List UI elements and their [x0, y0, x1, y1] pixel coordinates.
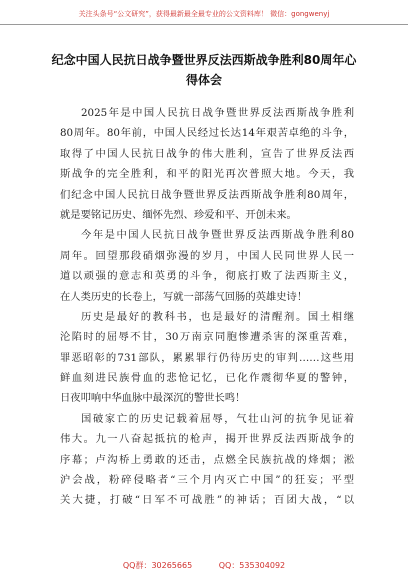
paragraph: [60, 225, 354, 307]
title-line-1: 纪念中国人民抗日战争暨世界反法西斯战争胜利80周年心: [51, 53, 357, 67]
document-body: [60, 103, 354, 511]
text-line: 周年。回望那段硝烟弥漫的岁月，中国人民同世界人民一: [60, 249, 354, 262]
paragraph: [60, 103, 354, 225]
text-line: 日夜叩响中华血脉中最深沉的警世长鸣！: [60, 392, 246, 405]
text-line: 序幕；卢沟桥上勇敢的还击，点燃全民族抗战的烽烟；淞: [60, 453, 354, 466]
text-line: 斯战争的完全胜利，和平的阳光再次普照大地。今天，我: [60, 168, 354, 181]
text-line: 国破家亡的历史记载着屈辱，气壮山河的抗争见证着: [81, 412, 354, 425]
text-line: 沦陷时的屈辱不甘，30万南京同胞惨遭杀害的深重苦难，: [60, 331, 354, 344]
top-banner: [0, 0, 408, 25]
qq-text: QQ：535304092: [218, 561, 286, 570]
text-line: 们纪念中国人民抗日战争暨世界反法西斯战争胜利80周年，: [60, 188, 354, 201]
text-line: 伟大。九一八奋起抵抗的枪声，揭开世界反法西斯战争的: [60, 433, 354, 446]
text-line: 在人类历史的长卷上，写就一部荡气回肠的英雄史诗！: [60, 290, 308, 303]
document-title: [30, 50, 378, 90]
page-footer: [0, 560, 408, 576]
banner-text: 关注头条号“公文研究”，获得最新最全最专业的公文资料库！ 微信：gongwenyj: [78, 10, 330, 18]
text-line: 关大捷，打破“日军不可战胜”的神话；百团大战，“以: [60, 494, 354, 507]
text-line: 2025年是中国人民抗日战争暨世界反法西斯战争胜利: [81, 107, 354, 119]
text-line: 就是要铭记历史、缅怀先烈、珍爱和平、开创未来。: [60, 208, 297, 221]
text-line: 今年是中国人民抗日战争暨世界反法西斯战争胜利80: [81, 229, 354, 242]
paragraph: [60, 409, 354, 511]
text-line: 历史是最好的教科书，也是最好的清醒剂。国土相继: [81, 310, 354, 323]
text-line: 取得了中国人民抗日战争的伟大胜利，宣告了世界反法西: [60, 147, 354, 160]
text-line: 鲜血刻进民族骨血的悲怆记忆，已化作震彻华夏的警钟，: [60, 372, 354, 385]
text-line: 沪会战，粉碎侵略者“三个月内灭亡中国”的狂妄；平型: [60, 474, 354, 487]
title-line-2: 得体会: [185, 73, 222, 87]
paragraph: [60, 307, 354, 409]
text-line: 罪恶昭彰的731部队，累累罪行仍待历史的审判……这些用: [60, 351, 354, 364]
text-line: 80周年。80年前，中国人民经过长达14年艰苦卓绝的斗争，: [60, 127, 354, 140]
text-line: 道以顽强的意志和英勇的斗争，彻底打败了法西斯主义，: [60, 270, 354, 283]
qq-group-text: QQ群：30265665: [122, 561, 193, 570]
